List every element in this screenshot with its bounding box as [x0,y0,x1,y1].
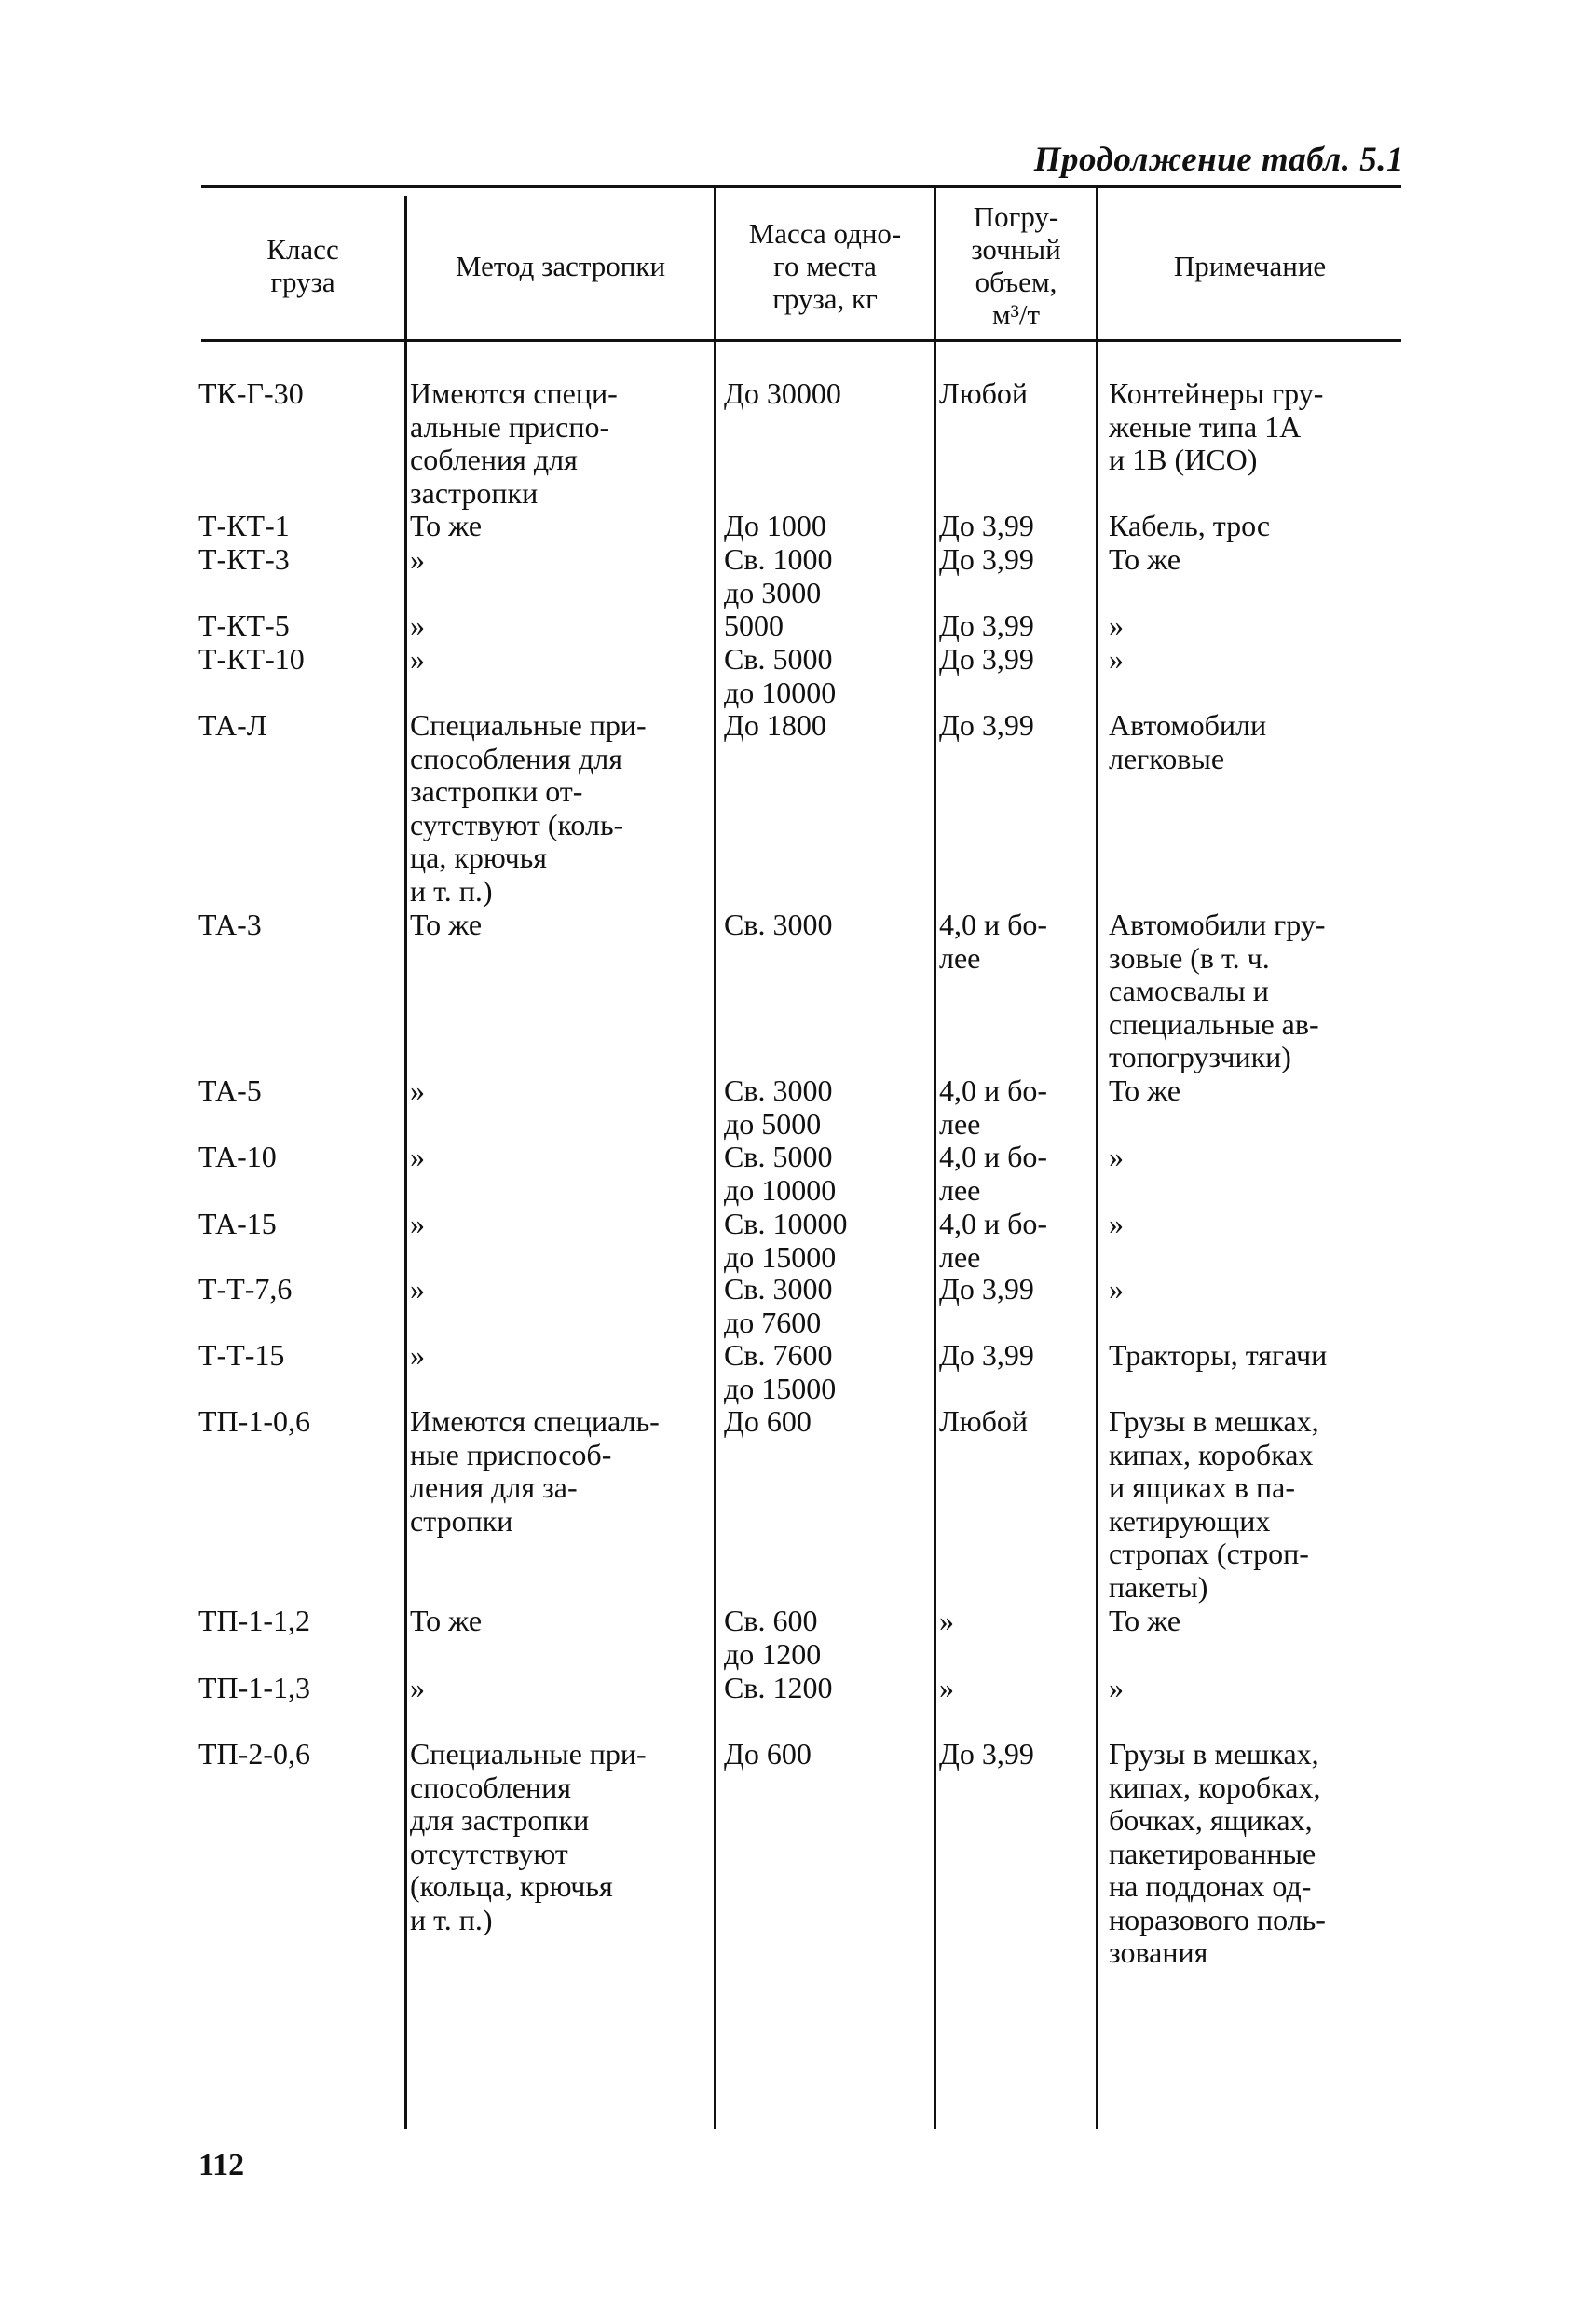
cell-slinging-method: » [410,609,425,642]
cell-stowage-volume: До 3,99 [939,1737,1034,1771]
cell-unit-mass: До 1000 [724,509,826,542]
cell-unit-mass: Св. 3000 [724,908,833,941]
cell-slinging-method: Имеются специаль- ные приспособ- ления для за- стропки [410,1404,660,1538]
cell-slinging-method: » [410,1671,425,1704]
cell-cargo-class: Т-КТ-10 [198,642,305,676]
cell-cargo-class: ТА-3 [198,908,262,941]
cell-stowage-volume: До 3,99 [939,609,1034,642]
cell-unit-mass: До 600 [724,1737,812,1771]
cell-unit-mass: Св. 5000 до 10000 [724,1140,837,1207]
column-divider [404,196,407,2129]
cell-unit-mass: Св. 1000 до 3000 [724,542,833,609]
cell-slinging-method: То же [410,1604,483,1637]
cell-stowage-volume: Любой [939,376,1029,410]
cell-slinging-method: » [410,542,425,576]
cell-slinging-method: » [410,1272,425,1306]
cell-cargo-class: ТА-15 [198,1207,277,1240]
cell-cargo-class: ТП-1-1,3 [198,1671,310,1704]
cell-cargo-class: ТА-10 [198,1140,277,1173]
cell-note: Автомобили гру- зовые (в т. ч. самосвалы и специальные ав- топогрузчики) [1109,908,1326,1073]
cell-slinging-method: » [410,1207,425,1240]
cell-note: » [1109,1140,1124,1173]
cell-stowage-volume: 4,0 и бо- лее [939,908,1048,975]
cell-note: То же [1109,1073,1181,1107]
cell-stowage-volume: До 3,99 [939,509,1034,542]
cell-cargo-class: Т-КТ-5 [198,609,290,642]
header-note: Примечание [1173,249,1327,282]
header-unit-mass: Масса одно- го места груза, кг [748,216,902,315]
cell-note: » [1109,1671,1124,1704]
cell-cargo-class: ТА-5 [198,1073,262,1107]
cell-note: » [1109,609,1124,642]
cell-slinging-method: Имеются специ- альные приспо- собления для застропки [410,376,618,510]
cell-unit-mass: До 1800 [724,708,826,742]
cell-slinging-method: » [410,1073,425,1107]
header-stowage-volume: Погру- зочный объем, м³/т [971,200,1061,331]
cell-unit-mass: До 30000 [724,376,841,410]
cell-stowage-volume: До 3,99 [939,708,1034,742]
cell-unit-mass: 5000 [724,609,784,642]
cell-unit-mass: Св. 10000 до 15000 [724,1207,848,1274]
cell-note: Грузы в мешках, кипах, коробках и ящиках в па- кетирующих стропах (строп- пакеты) [1109,1404,1319,1604]
column-divider [934,185,936,2129]
cell-note: Кабель, трос [1109,509,1271,542]
cell-note: Контейнеры гру- женые типа 1А и 1В (ИСО) [1109,376,1324,476]
cell-note: То же [1109,1604,1181,1637]
cell-unit-mass: Св. 600 до 1200 [724,1604,822,1671]
cell-stowage-volume: » [939,1604,954,1637]
cell-slinging-method: То же [410,908,483,941]
cell-note: То же [1109,542,1181,576]
cell-stowage-volume: » [939,1671,954,1704]
cell-unit-mass: До 600 [724,1404,812,1438]
page-number: 112 [198,2148,245,2182]
cell-stowage-volume: До 3,99 [939,642,1034,676]
cell-cargo-class: ТП-2-0,6 [198,1737,310,1771]
cell-stowage-volume: До 3,99 [939,542,1034,576]
cell-note: Тракторы, тягачи [1109,1338,1328,1372]
cell-slinging-method: Специальные при- способления для застропки от- сутствуют (коль- ца, крючья и т. п.) [410,708,647,908]
table-top-rule [201,185,1401,188]
column-divider [1096,185,1098,2129]
cell-slinging-method: То же [410,509,483,542]
table-caption: Продолжение табл. 5.1 [1033,141,1404,179]
header-cargo-class: Класс груза [266,233,339,298]
cell-slinging-method: » [410,1338,425,1372]
cell-note: Грузы в мешках, кипах, коробках, бочках, ящиках, пакетированные на поддонах од- норазового поль- зования [1109,1737,1326,1969]
cell-slinging-method: » [410,1140,425,1173]
cell-cargo-class: Т-КТ-1 [198,509,290,542]
cell-unit-mass: Св. 3000 до 5000 [724,1073,833,1141]
cell-cargo-class: Т-Т-15 [198,1338,285,1372]
cell-cargo-class: ТП-1-1,2 [198,1604,310,1637]
cell-cargo-class: ТК-Г-30 [198,376,304,410]
cell-note: » [1109,642,1124,676]
cell-note: » [1109,1207,1124,1240]
cell-stowage-volume: Любой [939,1404,1029,1438]
cell-note: » [1109,1272,1124,1306]
cell-unit-mass: Св. 3000 до 7600 [724,1272,833,1339]
cell-unit-mass: Св. 1200 [724,1671,833,1704]
cell-cargo-class: Т-КТ-3 [198,542,290,576]
column-divider [714,185,716,2129]
cell-unit-mass: Св. 7600 до 15000 [724,1338,837,1405]
cell-slinging-method: » [410,642,425,676]
cell-cargo-class: ТП-1-0,6 [198,1404,310,1438]
cell-note: Автомобили легковые [1109,708,1267,775]
header-bottom-rule [201,339,1401,342]
cell-stowage-volume: До 3,99 [939,1272,1034,1306]
cell-slinging-method: Специальные при- способления для застропки отсутствуют (кольца, крючья и т. п.) [410,1737,647,1936]
cell-cargo-class: ТА-Л [198,708,267,742]
cell-stowage-volume: 4,0 и бо- лее [939,1207,1048,1274]
cell-unit-mass: Св. 5000 до 10000 [724,642,837,709]
cell-stowage-volume: 4,0 и бо- лее [939,1140,1048,1207]
cell-stowage-volume: 4,0 и бо- лее [939,1073,1048,1141]
cell-stowage-volume: До 3,99 [939,1338,1034,1372]
header-slinging-method: Метод застропки [455,249,666,282]
cell-cargo-class: Т-Т-7,6 [198,1272,293,1306]
